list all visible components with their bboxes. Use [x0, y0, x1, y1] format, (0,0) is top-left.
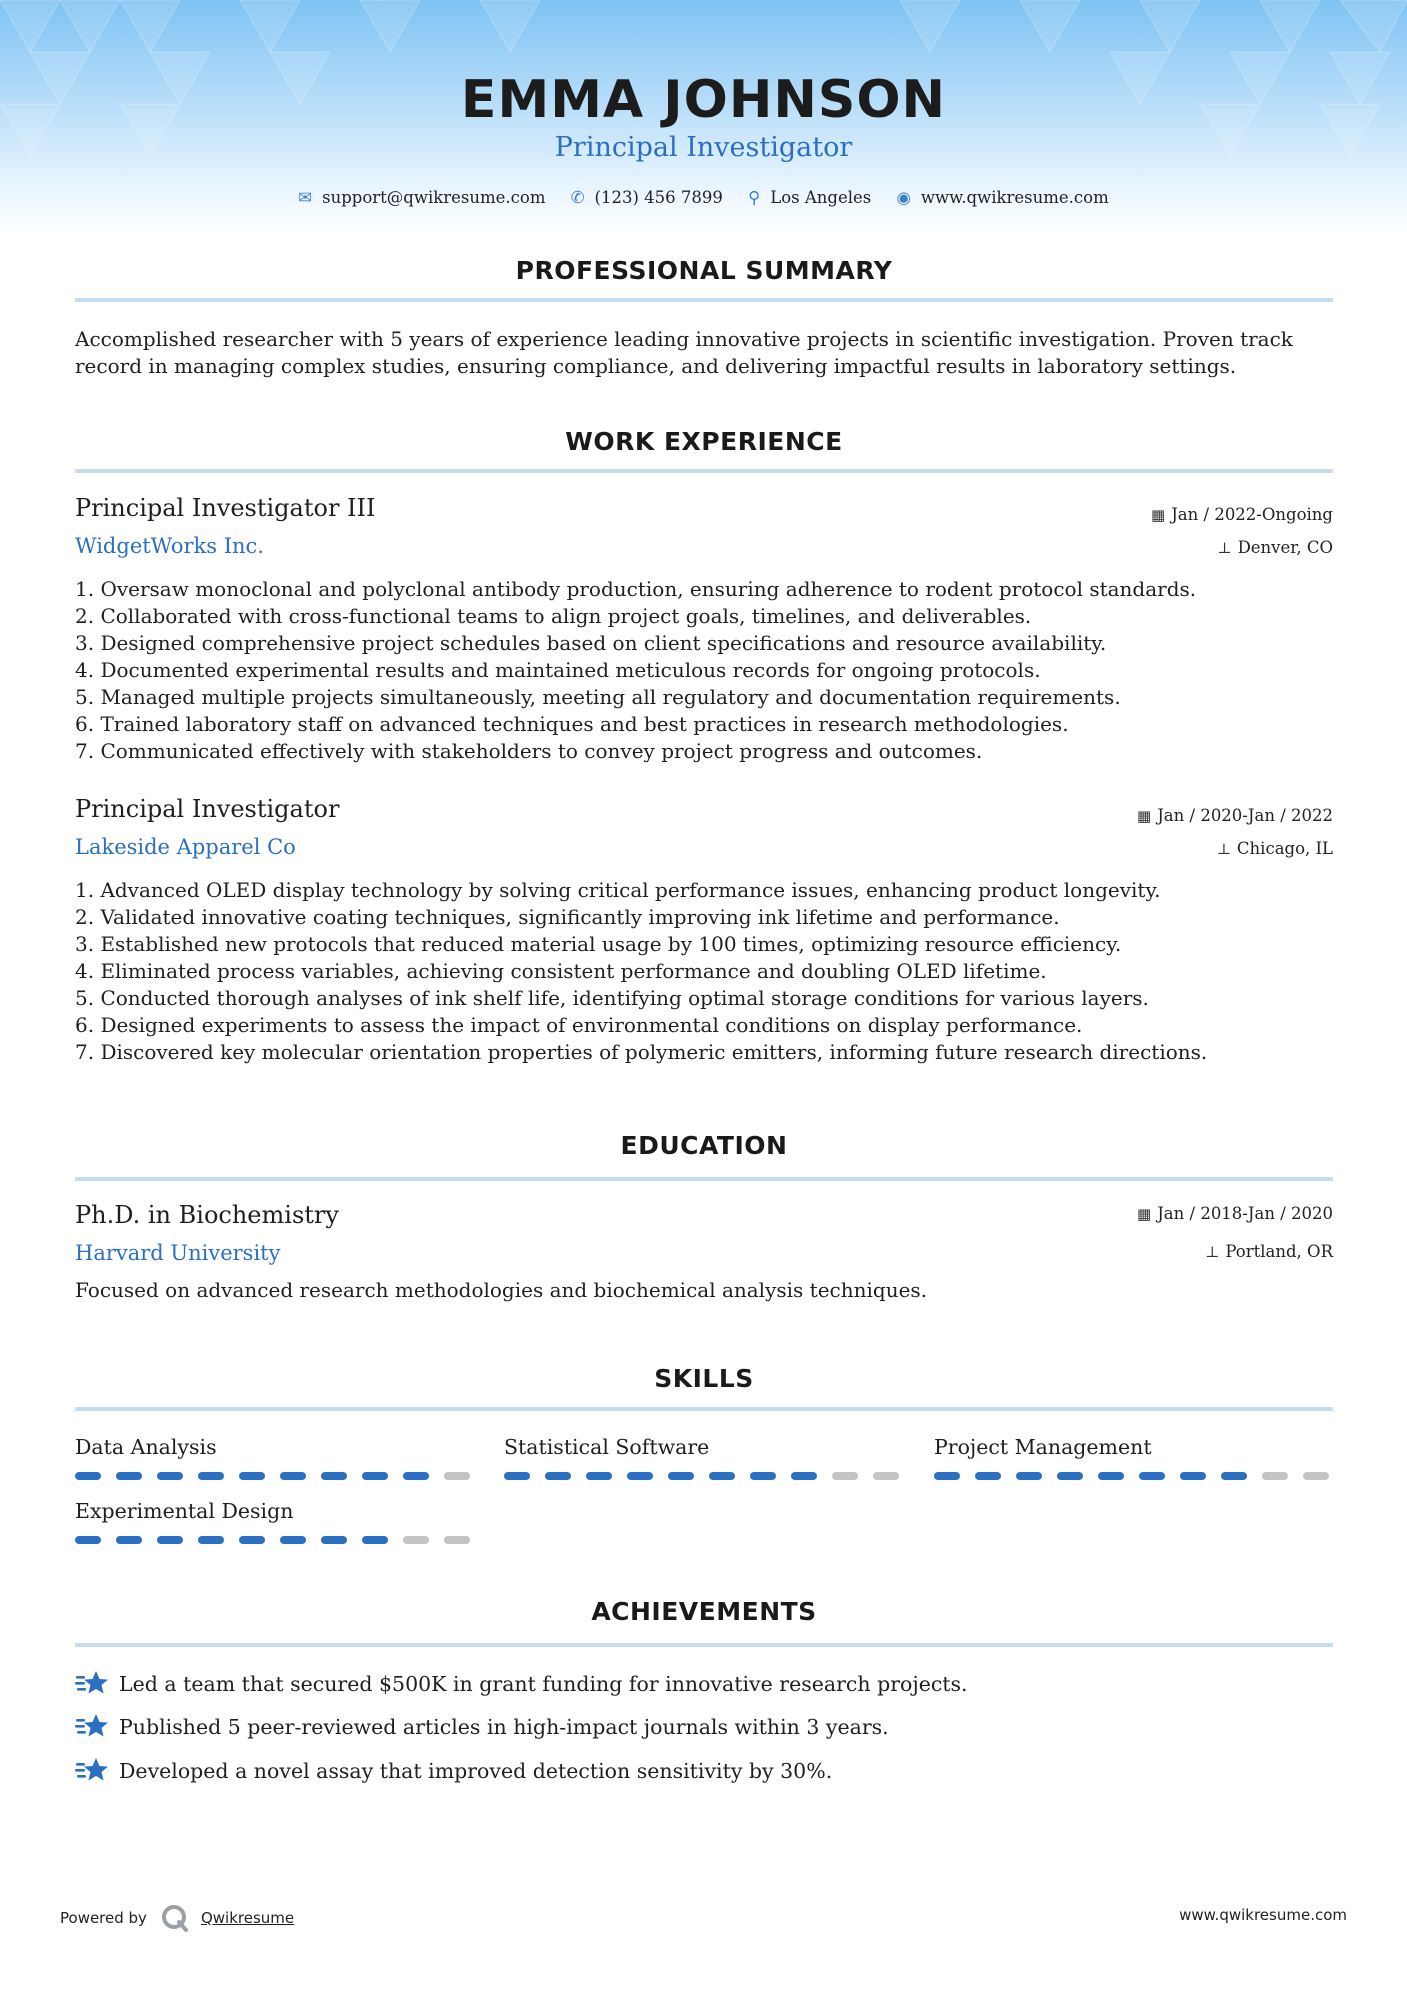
- summary-line: record in managing complex studies, ensuring compliance, and delivering impactful results in laboratory settings.: [75, 354, 1237, 378]
- skill-label: Statistical Software: [504, 1435, 710, 1459]
- skill-segment-filled: [1180, 1472, 1206, 1480]
- list-item: 2. Collaborated with cross-functional teams to align project goals, timelines, and deliverables.: [75, 604, 1032, 628]
- achievement-text: Developed a novel assay that improved detection sensitivity by 30%.: [119, 1759, 833, 1783]
- contact-location: [748, 188, 871, 207]
- job-title: Principal Investigator III: [75, 494, 376, 522]
- skill-segment-filled: [403, 1472, 429, 1480]
- skill-segment-filled: [239, 1536, 265, 1544]
- email-text: support@qwikresume.com: [322, 188, 546, 207]
- job-location: [1217, 538, 1333, 557]
- skill-segment-filled: [321, 1472, 347, 1480]
- website-text: www.qwikresume.com: [920, 188, 1109, 207]
- pin-icon: ⊥: [1216, 840, 1231, 858]
- skill-segment-filled: [668, 1472, 694, 1480]
- skill-segment-empty: [873, 1472, 899, 1480]
- summary-line: Accomplished researcher with 5 years of experience leading innovative projects in scientific investigation. Proven track: [75, 327, 1293, 351]
- star-icon: [75, 1670, 109, 1701]
- experience-divider: [75, 469, 1333, 473]
- skill-segment-empty: [403, 1536, 429, 1544]
- contact-phone[interactable]: [571, 188, 723, 207]
- skill-segment-filled: [586, 1472, 612, 1480]
- job-dates: [1151, 505, 1333, 524]
- skills-divider: [75, 1407, 1333, 1411]
- powered-by-text: Powered by: [60, 1909, 147, 1927]
- phone-text: (123) 456 7899: [594, 188, 723, 207]
- skill-segment-filled: [75, 1536, 101, 1544]
- achievement-item: [75, 1713, 889, 1744]
- achievement-text: Published 5 peer-reviewed articles in high-impact journals within 3 years.: [119, 1715, 889, 1739]
- location-text: Los Angeles: [770, 188, 872, 207]
- skill-label: Data Analysis: [75, 1435, 217, 1459]
- skill-segment-filled: [280, 1536, 306, 1544]
- calendar-icon: ▦: [1137, 1205, 1152, 1223]
- star-icon: [75, 1757, 109, 1788]
- skill-segment-filled: [1139, 1472, 1165, 1480]
- skill-segment-filled: [116, 1472, 142, 1480]
- qwikresume-link[interactable]: Qwikresume: [200, 1909, 295, 1927]
- education-location: [1205, 1242, 1333, 1261]
- list-item: 5. Managed multiple projects simultaneously, meeting all regulatory and documentation requirements.: [75, 685, 1121, 709]
- achievement-item: [75, 1757, 832, 1788]
- skill-segment-filled: [116, 1536, 142, 1544]
- list-item: 7. Discovered key molecular orientation properties of polymeric emitters, informing future research directions.: [75, 1040, 1208, 1064]
- skill-meter: [934, 1472, 1329, 1480]
- candidate-name: EMMA JOHNSON: [460, 70, 947, 130]
- skill-segment-filled: [750, 1472, 776, 1480]
- job-company: WidgetWorks Inc.: [75, 534, 264, 558]
- list-item: 6. Designed experiments to assess the impact of environmental conditions on display performance.: [75, 1013, 1083, 1037]
- list-item: 1. Advanced OLED display technology by solving critical performance issues, enhancing product longevity.: [75, 878, 1161, 902]
- contact-bar: [0, 188, 1407, 207]
- summary-heading: PROFESSIONAL SUMMARY: [515, 256, 893, 285]
- achievement-text: Led a team that secured $500K in grant funding for innovative research projects.: [119, 1672, 968, 1696]
- skill-segment-filled: [198, 1536, 224, 1544]
- skill-segment-filled: [709, 1472, 735, 1480]
- job-location-text: Chicago, IL: [1236, 839, 1333, 858]
- skill-meter: [75, 1472, 470, 1480]
- education-divider: [75, 1177, 1333, 1181]
- job-bullets: [75, 576, 1333, 765]
- summary-divider: [75, 298, 1333, 302]
- pin-icon: ⊥: [1217, 539, 1232, 557]
- map-pin-icon: ⚲: [748, 188, 761, 207]
- education-location-text: Portland, OR: [1225, 1242, 1333, 1261]
- list-item: 2. Validated innovative coating techniques, significantly improving ink lifetime and performance.: [75, 905, 1060, 929]
- qwikresume-logo-icon: [161, 1904, 189, 1932]
- job-bullets: [75, 877, 1333, 1066]
- phone-icon: ✆: [570, 188, 585, 207]
- job-company: Lakeside Apparel Co: [75, 835, 296, 859]
- job-dates: [1137, 806, 1333, 825]
- job-location: [1217, 839, 1333, 858]
- skills-heading: SKILLS: [654, 1364, 754, 1393]
- candidate-title: Principal Investigator: [554, 132, 853, 163]
- list-item: 1. Oversaw monoclonal and polyclonal antibody production, ensuring adherence to rodent protocol standards.: [75, 577, 1197, 601]
- achievements-divider: [75, 1643, 1333, 1647]
- contact-website[interactable]: [896, 188, 1108, 207]
- skill-meter: [504, 1472, 899, 1480]
- skill-segment-empty: [832, 1472, 858, 1480]
- globe-icon: ◉: [896, 188, 911, 207]
- skill-segment-filled: [239, 1472, 265, 1480]
- education-dates: [1137, 1204, 1333, 1223]
- skill-segment-filled: [362, 1536, 388, 1544]
- list-item: 6. Trained laboratory staff on advanced techniques and best practices in research methodologies.: [75, 712, 1069, 736]
- list-item: 4. Documented experimental results and maintained meticulous records for ongoing protocols.: [75, 658, 1041, 682]
- list-item: 3. Established new protocols that reduced material usage by 100 times, optimizing resource efficiency.: [75, 932, 1122, 956]
- list-item: 7. Communicated effectively with stakeholders to convey project progress and outcomes.: [75, 739, 983, 763]
- degree-title: Ph.D. in Biochemistry: [75, 1201, 339, 1229]
- skill-segment-filled: [157, 1536, 183, 1544]
- skill-segment-filled: [504, 1472, 530, 1480]
- skill-segment-filled: [75, 1472, 101, 1480]
- skill-segment-filled: [627, 1472, 653, 1480]
- skill-segment-filled: [321, 1536, 347, 1544]
- skill-segment-filled: [934, 1472, 960, 1480]
- star-icon: [75, 1713, 109, 1744]
- education-heading: EDUCATION: [620, 1131, 788, 1160]
- calendar-icon: ▦: [1137, 807, 1152, 825]
- skill-segment-filled: [157, 1472, 183, 1480]
- list-item: 5. Conducted thorough analyses of ink shelf life, identifying optimal storage conditions for various layers.: [75, 986, 1149, 1010]
- achievement-item: [75, 1670, 968, 1701]
- school-name: Harvard University: [75, 1241, 281, 1265]
- list-item: 4. Eliminated process variables, achieving consistent performance and doubling OLED lifetime.: [75, 959, 1047, 983]
- job-location-text: Denver, CO: [1237, 538, 1333, 557]
- skill-segment-filled: [1098, 1472, 1124, 1480]
- list-item: 3. Designed comprehensive project schedules based on client specifications and resource availability.: [75, 631, 1107, 655]
- contact-email[interactable]: [298, 188, 545, 207]
- skill-meter: [75, 1536, 470, 1544]
- calendar-icon: ▦: [1151, 506, 1166, 524]
- skill-segment-filled: [362, 1472, 388, 1480]
- skill-segment-empty: [444, 1472, 470, 1480]
- pin-icon: ⊥: [1205, 1243, 1220, 1261]
- experience-heading: WORK EXPERIENCE: [565, 427, 843, 456]
- skill-segment-filled: [1016, 1472, 1042, 1480]
- skill-segment-empty: [444, 1536, 470, 1544]
- skill-label: Experimental Design: [75, 1499, 294, 1523]
- footer-website-link[interactable]: www.qwikresume.com: [1179, 1906, 1347, 1924]
- skill-segment-filled: [975, 1472, 1001, 1480]
- job-dates-text: Jan / 2022-Ongoing: [1171, 505, 1333, 524]
- job-dates-text: Jan / 2020-Jan / 2022: [1157, 806, 1333, 825]
- skill-segment-filled: [280, 1472, 306, 1480]
- skill-segment-empty: [1262, 1472, 1288, 1480]
- education-dates-text: Jan / 2018-Jan / 2020: [1157, 1204, 1333, 1223]
- job-title: Principal Investigator: [75, 795, 340, 823]
- skill-segment-filled: [198, 1472, 224, 1480]
- skill-label: Project Management: [934, 1435, 1152, 1459]
- skill-segment-filled: [1057, 1472, 1083, 1480]
- footer-powered-by: [60, 1904, 294, 1932]
- skill-segment-filled: [545, 1472, 571, 1480]
- skill-segment-filled: [1221, 1472, 1247, 1480]
- envelope-icon: ✉: [298, 188, 313, 207]
- education-description: Focused on advanced research methodologies and biochemical analysis techniques.: [75, 1278, 928, 1302]
- skill-segment-filled: [791, 1472, 817, 1480]
- summary-text: [75, 326, 1333, 380]
- skill-segment-empty: [1303, 1472, 1329, 1480]
- achievements-heading: ACHIEVEMENTS: [591, 1597, 817, 1626]
